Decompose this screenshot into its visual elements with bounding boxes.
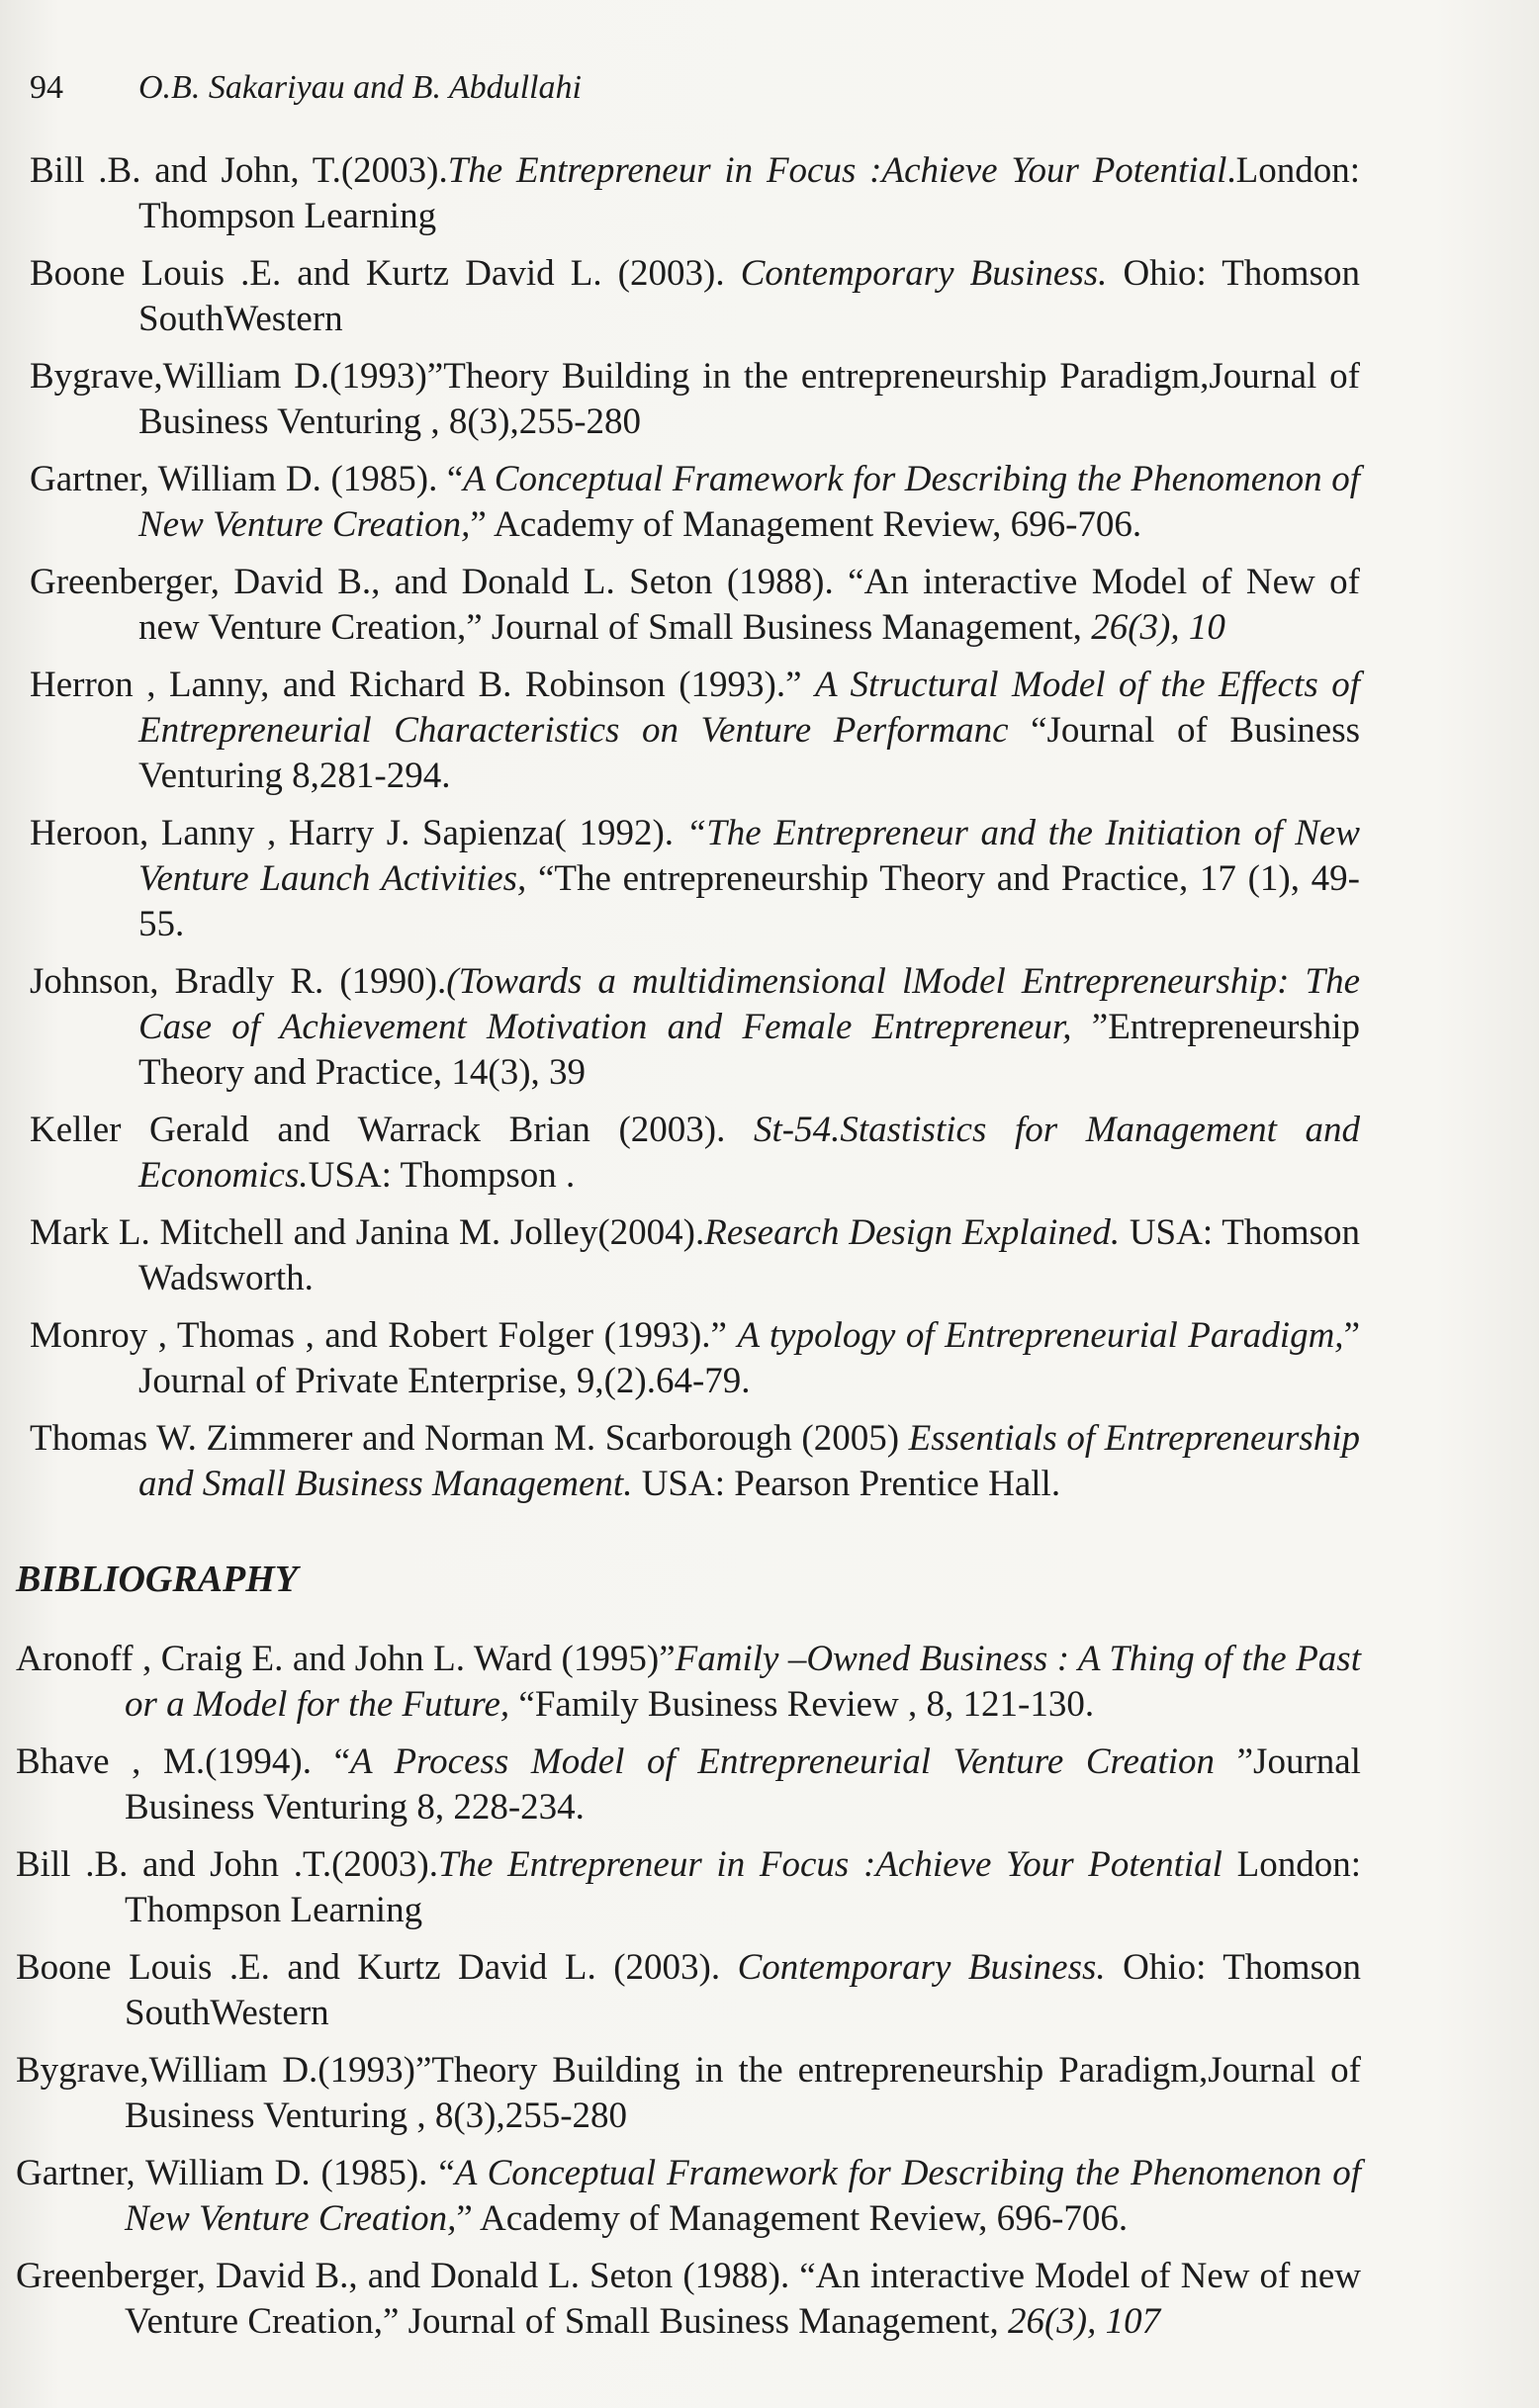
reference-authors: Boone Louis .E. and Kurtz David L. (2003). [30, 253, 741, 294]
reference-authors: Bygrave,William D.(1993)”Theory Building in the entrepreneurship Paradigm,Journal of Business Venturing , 8(3),255-280 [30, 356, 1360, 442]
reference-source: Ohio: Thomson SouthWestern [125, 1947, 1361, 2033]
page-number: 94 [30, 69, 63, 106]
reference-entry [30, 1416, 1360, 1507]
running-header [30, 69, 582, 107]
reference-entry [16, 2048, 1361, 2139]
reference-title: Contemporary Business. [737, 1947, 1106, 1988]
reference-title: A Conceptual Framework for Describing the Phenomenon of New Venture Creation, [125, 2153, 1361, 2239]
reference-entry [30, 663, 1360, 799]
reference-entry [16, 2254, 1361, 2345]
reference-title: Research Design Explained. [704, 1212, 1121, 1253]
reference-entry [30, 1210, 1360, 1301]
reference-entry [16, 1945, 1361, 2036]
reference-entry [30, 148, 1360, 239]
reference-authors: Keller Gerald and Warrack Brian (2003). [30, 1110, 754, 1150]
reference-title: “The Entrepreneur and the Initiation of New Venture Launch Activities, [138, 813, 1360, 899]
reference-entry [30, 811, 1360, 947]
reference-authors: Gartner, William D. (1985). “ [30, 459, 464, 499]
reference-entry [16, 1637, 1361, 1728]
reference-title: The Entrepreneur in Focus :Achieve Your Potential [437, 1844, 1222, 1885]
reference-entry [16, 2151, 1361, 2242]
reference-source: ” Journal of Private Enterprise, 9,(2).64-79. [138, 1315, 1360, 1401]
reference-title: 26(3), 107 [1007, 2301, 1161, 2342]
reference-authors: Johnson, Bradly R. (1990). [30, 961, 447, 1002]
reference-authors: Thomas W. Zimmerer and Norman M. Scarborough (2005) [30, 1418, 909, 1459]
reference-source: “The entrepreneurship Theory and Practice, 17 (1), 49-55. [138, 858, 1360, 944]
reference-authors: Monroy , Thomas , and Robert Folger (1993).” [30, 1315, 738, 1356]
reference-title: (Towards a multidimensional lModel Entrepreneurship: The Case of Achievement Motivation and Female Entrepreneur, [138, 961, 1360, 1047]
reference-entry [30, 354, 1360, 445]
reference-authors: Mark L. Mitchell and Janina M. Jolley(2004). [30, 1212, 705, 1253]
reference-entry [16, 1842, 1361, 1933]
reference-authors: Aronoff , Craig E. and John L. Ward (1995)” [16, 1639, 676, 1679]
reference-source: ”Entrepreneurship Theory and Practice, 14(3), 39 [138, 1007, 1360, 1093]
reference-source: Ohio: Thomson SouthWestern [138, 253, 1360, 339]
reference-entry [30, 251, 1360, 342]
reference-title: A Structural Model of the Effects of Entrepreneurial Characteristics on Venture Performanc [138, 665, 1360, 751]
reference-authors: Bill .B. and John, T.(2003). [30, 150, 448, 191]
reference-entry [30, 1313, 1360, 1404]
reference-source: ”Journal Business Venturing 8, 228-234. [125, 1741, 1361, 1828]
reference-entry [30, 959, 1360, 1096]
reference-title: The Entrepreneur in Focus :Achieve Your Potential [447, 150, 1227, 191]
reference-source: “Family Business Review , 8, 121-130. [509, 1684, 1095, 1725]
reference-source: USA: Pearson Prentice Hall. [632, 1464, 1061, 1504]
reference-authors: Greenberger, David B., and Donald L. Seton (1988). “An interactive Model of New of new Venture Creation,” Journal of Small Business Management, [16, 2256, 1361, 2342]
reference-source: USA: Thomson Wadsworth. [138, 1212, 1360, 1298]
bibliography-heading: BIBLIOGRAPHY [16, 1559, 299, 1600]
reference-source: .London: Thompson Learning [138, 150, 1360, 236]
reference-source: USA: Thompson . [308, 1155, 576, 1196]
reference-authors: Gartner, William D. (1985). “ [16, 2153, 455, 2193]
running-head-authors: O.B. Sakariyau and B. Abdullahi [138, 69, 582, 106]
reference-source: London: Thompson Learning [125, 1844, 1361, 1930]
reference-title: A Process Model of Entrepreneurial Venture Creation [350, 1741, 1216, 1782]
reference-authors: Heroon, Lanny , Harry J. Sapienza( 1992). [30, 813, 686, 853]
reference-authors: Bhave , M.(1994). “ [16, 1741, 350, 1782]
reference-authors: Herron , Lanny, and Richard B. Robinson (1993).” [30, 665, 816, 705]
reference-title: A Conceptual Framework for Describing the Phenomenon of New Venture Creation, [138, 459, 1360, 545]
reference-source: ” Academy of Management Review, 696-706. [470, 504, 1142, 545]
references-list [30, 148, 1360, 1519]
reference-title: Family –Owned Business : A Thing of the Past or a Model for the Future, [125, 1639, 1361, 1725]
reference-entry [30, 457, 1360, 548]
reference-entry [30, 560, 1360, 651]
reference-authors: Bygrave,William D.(1993)”Theory Building in the entrepreneurship Paradigm,Journal of Business Venturing , 8(3),255-280 [16, 2050, 1361, 2136]
reference-authors: Greenberger, David B., and Donald L. Seton (1988). “An interactive Model of New of new Venture Creation,” Journal of Small Business Management, [30, 562, 1360, 648]
reference-authors: Bill .B. and John .T.(2003). [16, 1844, 438, 1885]
reference-source: “Journal of Business Venturing 8,281-294. [138, 710, 1361, 796]
reference-title: Contemporary Business. [740, 253, 1108, 294]
reference-entry [30, 1108, 1360, 1199]
reference-title: Essentials of Entrepreneurship and Small Business Management. [138, 1418, 1360, 1504]
reference-source: ” Academy of Management Review, 696-706. [456, 2198, 1129, 2239]
bibliography-list [16, 1637, 1361, 2357]
reference-title: St-54.Stastistics for Management and Economics. [138, 1110, 1360, 1196]
reference-title: 26(3), 10 [1091, 607, 1225, 648]
reference-authors: Boone Louis .E. and Kurtz David L. (2003). [16, 1947, 738, 1988]
reference-entry [16, 1739, 1361, 1830]
reference-title: A typology of Entrepreneurial Paradigm, [737, 1315, 1344, 1356]
